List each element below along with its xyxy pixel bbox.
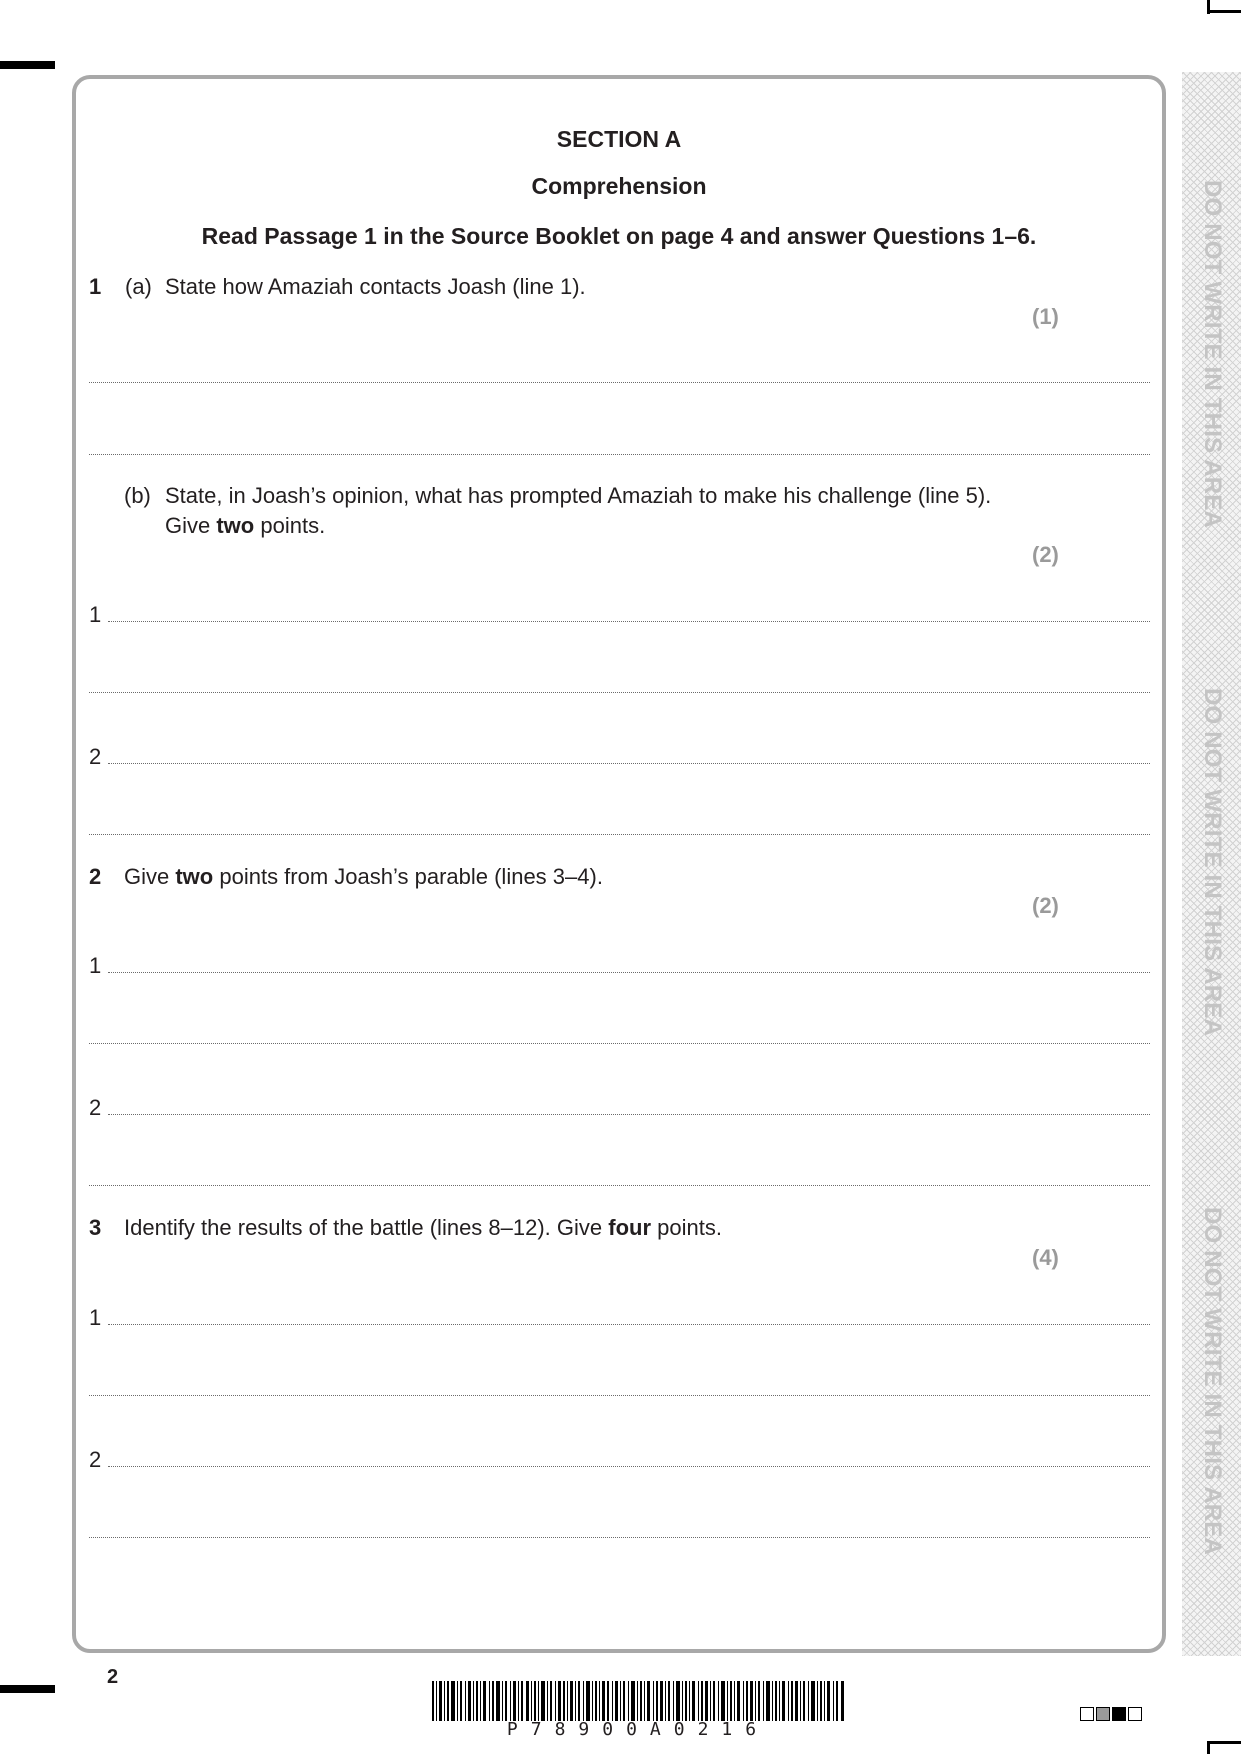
part-label: (a)	[125, 274, 152, 299]
answer-line[interactable]	[89, 1395, 1150, 1396]
question-number: 2	[89, 864, 102, 889]
section-subtitle: Comprehension	[531, 173, 707, 199]
indicator-box-empty	[1128, 1707, 1142, 1721]
answer-line[interactable]	[108, 972, 1150, 973]
answer-line[interactable]	[89, 834, 1150, 835]
answer-line[interactable]	[89, 1537, 1150, 1538]
page-indicator-boxes	[1080, 1707, 1142, 1721]
answer-line[interactable]	[89, 1185, 1150, 1186]
marks-badge: (1)	[1032, 304, 1059, 329]
page-number: 2	[107, 1666, 119, 1688]
answer-number: 1	[89, 1305, 102, 1330]
answer-line[interactable]	[89, 1043, 1150, 1044]
barcode-number: P78900A0216	[506, 1719, 770, 1740]
registration-mark-top-right-v	[1207, 0, 1210, 14]
registration-mark-bottom-left	[0, 1685, 55, 1693]
registration-mark-bottom-right-v	[1207, 1741, 1210, 1754]
section-instruction: Read Passage 1 in the Source Booklet on page 4 and answer Questions 1–6.	[201, 223, 1037, 249]
answer-line[interactable]	[89, 382, 1150, 383]
marks-badge: (2)	[1032, 542, 1059, 567]
registration-mark-top-left	[0, 61, 55, 69]
answer-number: 2	[89, 1095, 102, 1120]
answer-line[interactable]	[108, 1324, 1150, 1325]
answer-line[interactable]	[89, 692, 1150, 693]
part-label: (b)	[124, 483, 151, 508]
indicator-box-grey	[1096, 1707, 1110, 1721]
answer-number: 1	[89, 602, 102, 627]
question-number: 1	[89, 274, 102, 299]
answer-line[interactable]	[108, 763, 1150, 764]
answer-line[interactable]	[108, 1466, 1150, 1467]
answer-line[interactable]	[108, 621, 1150, 622]
marks-badge: (4)	[1032, 1245, 1059, 1270]
answer-line[interactable]	[89, 454, 1150, 455]
barcode	[432, 1681, 844, 1721]
section-title: SECTION A	[556, 126, 682, 152]
indicator-box-empty	[1080, 1707, 1094, 1721]
indicator-box-black	[1112, 1707, 1126, 1721]
marks-badge: (2)	[1032, 893, 1059, 918]
question-text: Identify the results of the battle (lines 8–12). Give four points.	[124, 1215, 722, 1240]
answer-number: 2	[89, 1447, 102, 1472]
answer-line[interactable]	[108, 1114, 1150, 1115]
question-text: State how Amaziah contacts Joash (line 1).	[165, 274, 586, 299]
question-number: 3	[89, 1215, 102, 1240]
registration-mark-bottom-right-h	[1208, 1741, 1241, 1744]
answer-number: 1	[89, 953, 102, 978]
registration-mark-top-right-h	[1208, 10, 1241, 13]
question-text: Give two points from Joash’s parable (lines 3–4).	[124, 864, 603, 889]
question-text: State, in Joash’s opinion, what has prompted Amaziah to make his challenge (line 5).	[165, 483, 992, 508]
question-text-line2: Give two points.	[165, 513, 326, 538]
answer-number: 2	[89, 744, 102, 769]
